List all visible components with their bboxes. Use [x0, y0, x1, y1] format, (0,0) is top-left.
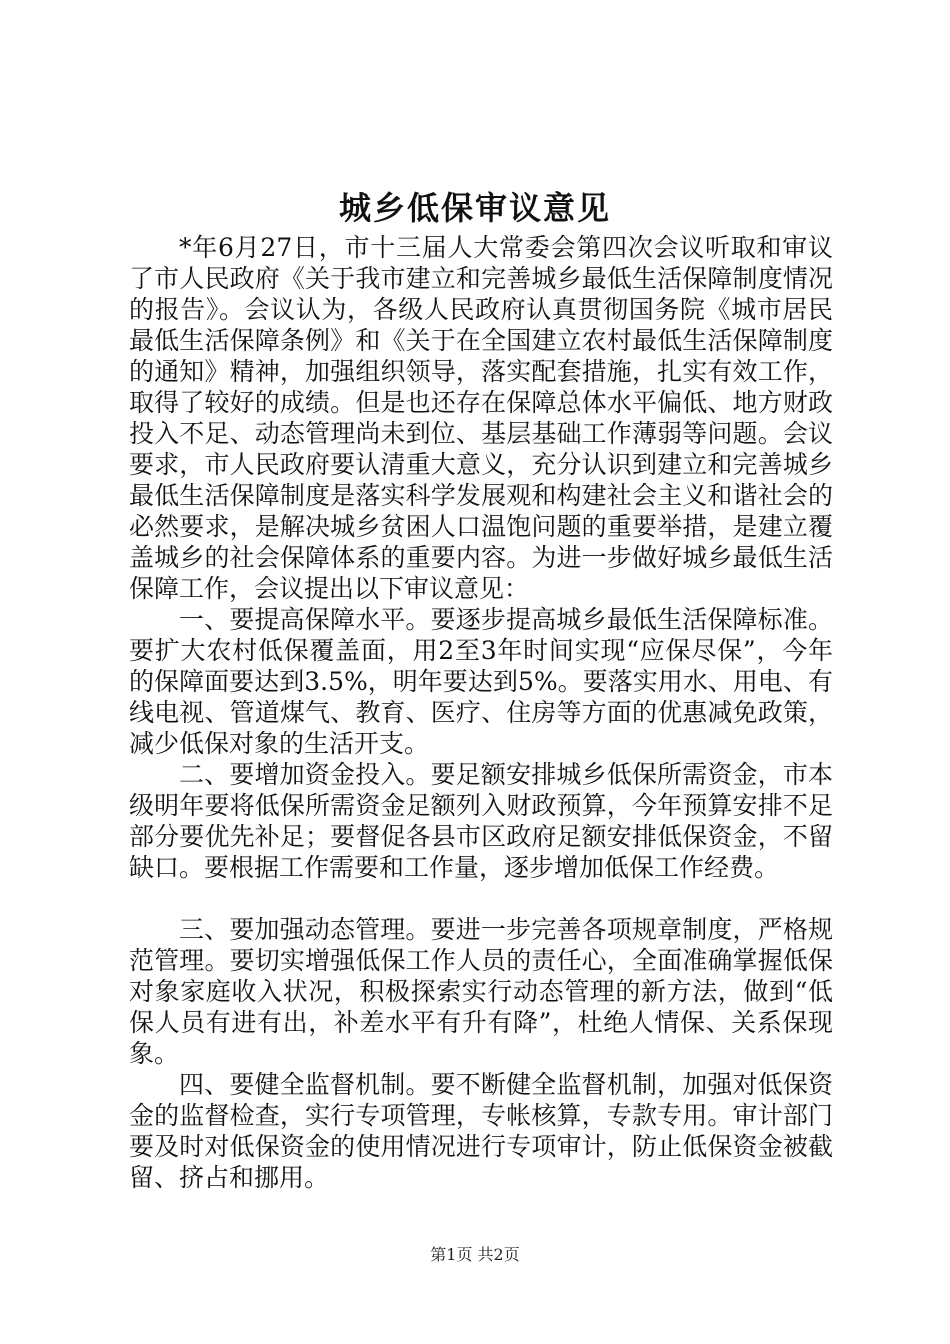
- paragraph-item-2: 二、要增加资金投入。要足额安排城乡低保所需资金，市本级明年要将低保所需资金足额列入财政预算，今年预算安排不足部分要优先补足；要督促各县市区政府足额安排低保资金，不留缺口。要根据工作需要和工作量，逐步增加低保工作经费。: [129, 760, 833, 882]
- paragraph-item-1: 一、要提高保障水平。要逐步提高城乡最低生活保障标准。要扩大农村低保覆盖面，用2至3年时间实现“应保尽保”，今年的保障面要达到3.5%，明年要达到5%。要落实用水、用电、有线电视、管道煤气、教育、医疗、住房等方面的优惠减免政策，减少低保对象的生活开支。: [129, 605, 833, 758]
- paragraph-item-3: 三、要加强动态管理。要进一步完善各项规章制度，严格规范管理。要切实增强低保工作人员的责任心，全面准确掌握低保对象家庭收入状况，积极探索实行动态管理的新方法，做到“低保人员有进有出，补差水平有升有降”，杜绝人情保、关系保现象。: [129, 915, 833, 1068]
- document-title: 城乡低保审议意见: [338, 189, 611, 227]
- paragraph-item-4: 四、要健全监督机制。要不断健全监督机制，加强对低保资金的监督检查，实行专项管理，专帐核算，专款专用。审计部门要及时对低保资金的使用情况进行专项审计，防止低保资金被截留、挤占和挪用。: [129, 1070, 833, 1192]
- page-footer: 第1页 共2页: [430, 1245, 520, 1264]
- document-body: [129, 232, 833, 1193]
- paragraph-intro: *年6月27日，市十三届人大常委会第四次会议听取和审议了市人民政府《关于我市建立和完善城乡最低生活保障制度情况的报告》。会议认为，各级人民政府认真贯彻国务院《城市居民最低生活保障条例》和《关于在全国建立农村最低生活保障制度的通知》精神，加强组织领导，落实配套措施，扎实有效工作，取得了较好的成绩。但是也还存在保障总体水平偏低、地方财政投入不足、动态管理尚未到位、基层基础工作薄弱等问题。会议要求，市人民政府要认清重大意义，充分认识到建立和完善城乡最低生活保障制度是落实科学发展观和构建社会主义和谐社会的必然要求，是解决城乡贫困人口温饱问题的重要举措，是建立覆盖城乡的社会保障体系的重要内容。为进一步做好城乡最低生活保障工作，会议提出以下审议意见：: [129, 233, 833, 603]
